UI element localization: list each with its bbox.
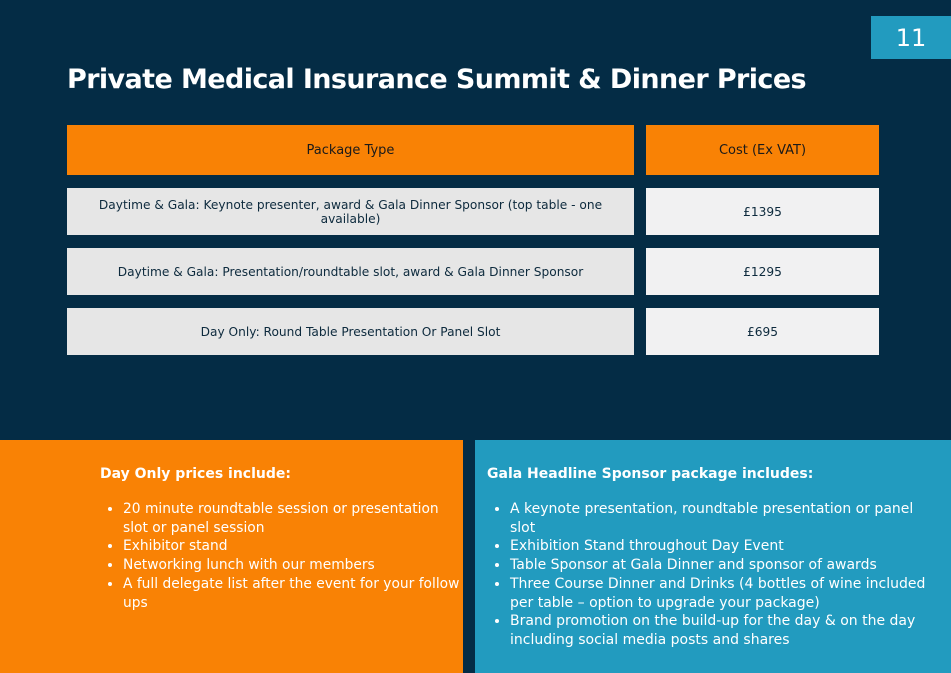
gala-panel	[475, 440, 951, 673]
row-package: Daytime & Gala: Keynote presenter, award & Gala Dinner Sponsor (top table - one available)	[67, 188, 634, 235]
page-title: Private Medical Insurance Summit & Dinner Prices	[67, 64, 806, 95]
row-cost: £695	[646, 308, 879, 355]
list-item: • 20 minute roundtable session or presentation slot or panel session	[123, 500, 463, 537]
row-package: Day Only: Round Table Presentation Or Panel Slot	[67, 308, 634, 355]
row-cost: £1295	[646, 248, 879, 295]
header-package-type: Package Type	[67, 125, 634, 175]
gala-heading: Gala Headline Sponsor package includes:	[487, 466, 814, 482]
day-only-heading: Day Only prices include:	[100, 466, 291, 482]
list-item: • A full delegate list after the event for your follow ups	[123, 575, 463, 612]
row-package: Daytime & Gala: Presentation/roundtable slot, award & Gala Dinner Sponsor	[67, 248, 634, 295]
list-item: • Networking lunch with our members	[123, 556, 463, 575]
row-cost: £1395	[646, 188, 879, 235]
list-item: • Three Course Dinner and Drinks (4 bottles of wine included per table – option to upgrade your package)	[510, 575, 931, 612]
day-only-list	[100, 500, 463, 612]
list-item: • A keynote presentation, roundtable presentation or panel slot	[510, 500, 931, 537]
list-item: • Brand promotion on the build-up for the day & on the day including social media posts and shares	[510, 612, 931, 649]
list-item: • Exhibitor stand	[123, 537, 463, 556]
list-item: • Table Sponsor at Gala Dinner and sponsor of awards	[510, 556, 931, 575]
list-item: • Exhibition Stand throughout Day Event	[510, 537, 931, 556]
gala-list	[487, 500, 931, 650]
header-cost: Cost (Ex VAT)	[646, 125, 879, 175]
page-number: 11	[871, 16, 951, 59]
day-only-panel	[0, 440, 463, 673]
